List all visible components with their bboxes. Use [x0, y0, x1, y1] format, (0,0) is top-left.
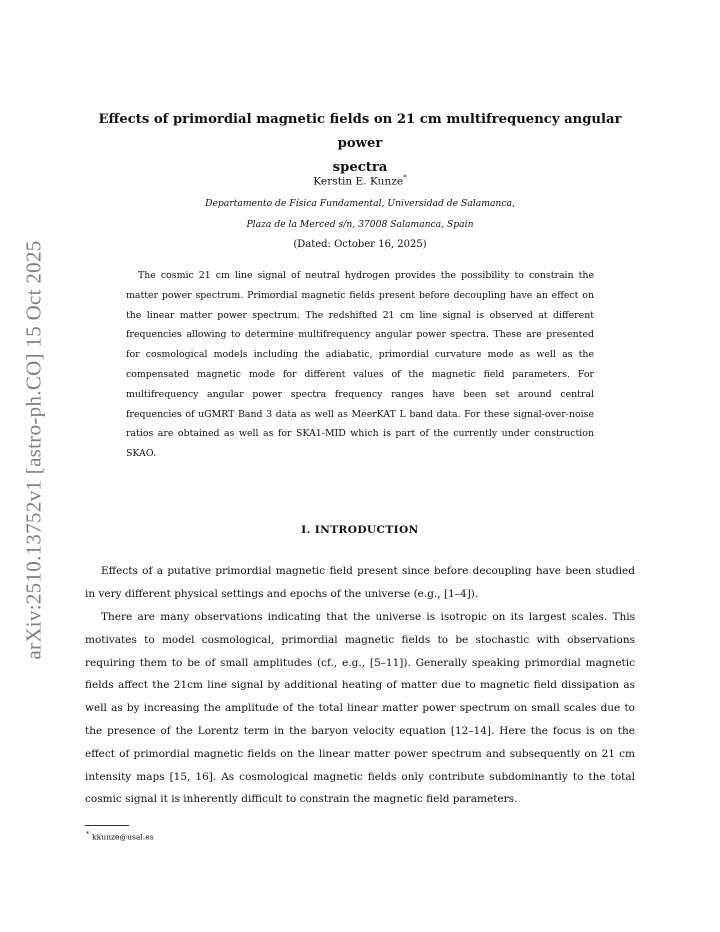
affiliation-line-1: Departamento de Física Fundamental, Universidad de Salamanca, [205, 198, 515, 209]
footnote-email: kkunze@usal.es [92, 832, 154, 842]
paper-title [90, 108, 630, 180]
author-name: Kerstin E. Kunze [313, 175, 404, 188]
author-line [0, 174, 720, 188]
author-footnote-mark: * [403, 174, 407, 182]
intro-paragraph-2: There are many observations indicating that the universe is isotropic on its largest scales. This motivates to model cosmological, primordial magnetic fields to be stochastic with observations requiring them to be of small amplitudes (cf., e.g., [5–11]). Generally speaking primordial magnetic fields affect the 21cm line signal by additional heating of matter due to magnetic field dissipation as well as by increasing the amplitude of the total linear matter power spectrum on small scales due to the presence of the Lorentz term in the baryon velocity equation [12–14]. Here the focus is on the effect of primordial magnetic fields on the linear matter power spectrum and subsequently on 21 cm intensity maps [15, 16]. As cosmological magnetic fields only contribute subdominantly to the total cosmic signal it is inherently difficult to constrain the magnetic field parameters. [85, 611, 635, 806]
footnote-mark: * [86, 831, 89, 838]
title-line-2: spectra [332, 160, 388, 175]
affiliation-line-2: Plaza de la Merced s/n, 37008 Salamanca, Spain [246, 219, 474, 230]
abstract: The cosmic 21 cm line signal of neutral hydrogen provides the possibility to constrain the matter power spectrum. Primordial magnetic fields present before decoupling have an effect on the linear matter power spectrum. The redshifted 21 cm line signal is observed at different frequencies allowing to determine multifrequency angular power spectra. These are presented for cosmological models including the adiabatic, primordial curvature mode as well as the compensated magnetic mode for different values of the magnetic field parameters. For multifrequency angular power spectra frequency ranges have been set around central frequencies of uGMRT Band 3 data as well as MeerKAT L band data. For these signal-over-noise ratios are obtained as well as for SKA1-MID which is part of the currently under construction SKAO. [126, 270, 594, 460]
section-heading-introduction: I. INTRODUCTION [301, 524, 419, 536]
footnote [86, 831, 154, 842]
dated-line: (Dated: October 16, 2025) [293, 239, 427, 250]
arxiv-id-text: arXiv:2510.13752v1 [astro-ph.CO] 15 Oct 2025 [21, 240, 46, 660]
footnote-rule [85, 825, 129, 826]
title-line-1: Effects of primordial magnetic fields on 21 cm multifrequency angular power [98, 112, 622, 151]
intro-paragraph-1: Effects of a putative primordial magnetic field present since before decoupling have been studied in very different physical settings and epochs of the universe (e.g., [1–4]). [85, 565, 635, 600]
